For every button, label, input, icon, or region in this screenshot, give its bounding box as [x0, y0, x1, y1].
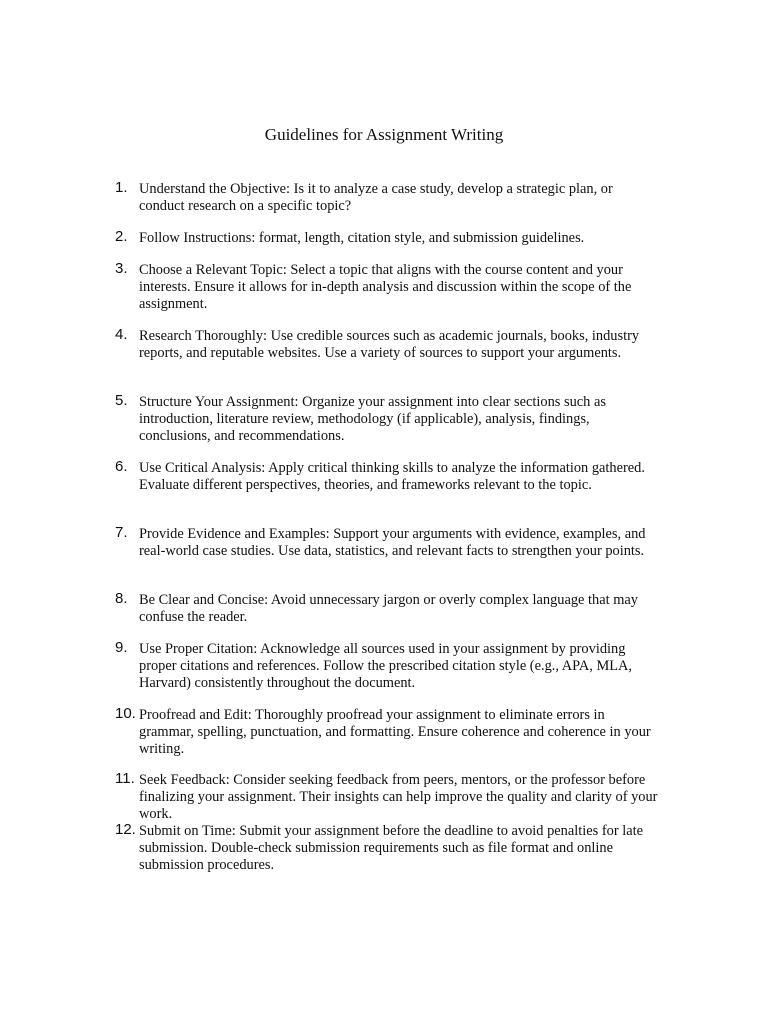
- list-item-text: Submit on Time: Submit your assignment before the deadline to avoid penalties for late submission. Double-check submission requirements such as file format and online submission procedures.: [139, 823, 643, 873]
- list-item-11: [115, 772, 660, 823]
- list-item-number: 6.: [115, 458, 128, 475]
- list-item-number: 4.: [115, 326, 128, 343]
- list-item-number: 1.: [115, 179, 128, 196]
- list-item-text: Proofread and Edit: Thoroughly proofread your assignment to eliminate errors in grammar, spelling, punctuation, and formatting. Ensure coherence and coherence in your writing.: [139, 707, 651, 757]
- list-item-4: [115, 328, 660, 362]
- list-item-5: [115, 394, 660, 445]
- list-item-10: [115, 707, 660, 758]
- list-item-text: Provide Evidence and Examples: Support your arguments with evidence, examples, and real-world case studies. Use data, statistics, and relevant facts to strengthen your points.: [139, 526, 646, 559]
- list-item-number: 5.: [115, 392, 128, 409]
- list-item-3: [115, 262, 660, 313]
- list-item-number: 11.: [115, 770, 135, 787]
- list-item-text: Understand the Objective: Is it to analyze a case study, develop a strategic plan, or conduct research on a specific topic?: [139, 181, 613, 214]
- list-item-6: [115, 460, 660, 494]
- list-item-12: [115, 823, 660, 874]
- list-item-number: 8.: [115, 590, 128, 607]
- list-item-text: Seek Feedback: Consider seeking feedback from peers, mentors, or the professor before finalizing your assignment. Their insights can help improve the quality and clarity of your work.: [139, 772, 658, 822]
- list-item-text: Structure Your Assignment: Organize your assignment into clear sections such as introduction, literature review, methodology (if applicable), analysis, findings, conclusions, and recommendations.: [139, 394, 606, 444]
- list-item-number: 3.: [115, 260, 128, 277]
- list-item-number: 10.: [115, 705, 136, 722]
- list-item-number: 2.: [115, 228, 128, 245]
- list-item-1: [115, 181, 660, 215]
- list-item-9: [115, 641, 660, 692]
- list-item-text: Use Critical Analysis: Apply critical thinking skills to analyze the information gathered. Evaluate different perspectives, theories, and frameworks relevant to the topic.: [139, 460, 645, 493]
- list-item-text: Be Clear and Concise: Avoid unnecessary jargon or overly complex language that may confuse the reader.: [139, 592, 638, 625]
- list-item-text: Choose a Relevant Topic: Select a topic that aligns with the course content and your interests. Ensure it allows for in-depth analysis and discussion within the scope of the assignment.: [139, 262, 632, 312]
- list-item-text: Follow Instructions: format, length, citation style, and submission guidelines.: [139, 230, 585, 246]
- list-item-2: [115, 230, 660, 247]
- list-item-text: Research Thoroughly: Use credible sources such as academic journals, books, industry reports, and reputable websites. Use a variety of sources to support your arguments.: [139, 328, 640, 361]
- list-item-8: [115, 592, 660, 626]
- list-item-number: 9.: [115, 639, 128, 656]
- document-title: Guidelines for Assignment Writing: [264, 125, 504, 144]
- list-item-number: 12.: [115, 821, 136, 838]
- list-item-number: 7.: [115, 524, 128, 541]
- list-item-7: [115, 526, 660, 560]
- list-item-text: Use Proper Citation: Acknowledge all sources used in your assignment by providing proper citations and references. Follow the prescribed citation style (e.g., APA, MLA, Harvard) consistently throughout the document.: [139, 641, 633, 691]
